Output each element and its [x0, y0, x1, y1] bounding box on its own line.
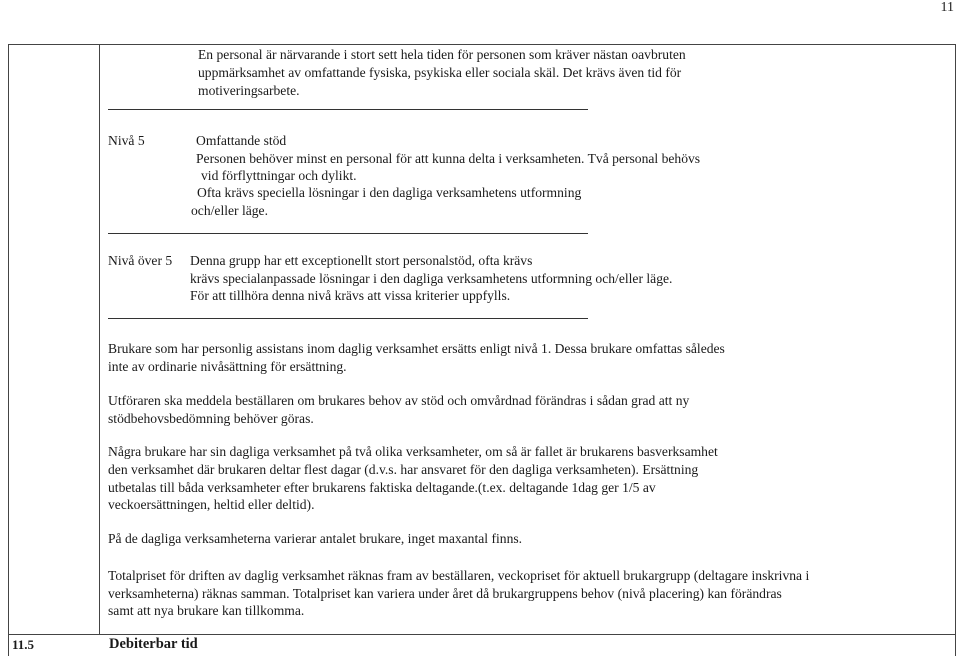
level-5-line: och/eller läge.: [191, 203, 268, 218]
paragraph-line: Några brukare har sin dagliga verksamhet på två olika verksamheter, om så är fallet är brukarens basverksamhet: [108, 444, 718, 459]
level-5-title: Omfattande stöd: [196, 133, 287, 148]
level-above-5-line: krävs specialanpassade lösningar i den dagliga verksamhetens utformning och/eller läge.: [190, 271, 673, 286]
page-number: 11: [940, 0, 954, 15]
intro-line: uppmärksamhet av omfattande fysiska, psykiska eller sociala skäl. Det krävs även tid för: [198, 65, 682, 80]
table-bottom-rule: [8, 634, 956, 635]
level-above-5-label: Nivå över 5: [108, 253, 173, 268]
column-divider: [99, 44, 100, 634]
paragraph-line: samt att nya brukare kan tillkomma.: [108, 603, 305, 618]
level-5-label: Nivå 5: [108, 133, 145, 148]
level-5-line: Ofta krävs speciella lösningar i den dagliga verksamhetens utformning: [197, 185, 582, 200]
paragraph-line: den verksamhet där brukaren deltar flest dagar (d.v.s. har ansvaret för den dagliga verksamheten). Ersättning: [108, 462, 699, 477]
paragraph-line: Utföraren ska meddela beställaren om brukares behov av stöd och omvårdnad förändras i sådan grad att ny: [108, 393, 690, 408]
level-above-5-line: Denna grupp har ett exceptionellt stort personalstöd, ofta krävs: [190, 253, 533, 268]
paragraph-line: På de dagliga verksamheterna varierar antalet brukare, inget maxantal finns.: [108, 531, 523, 546]
intro-line: motiveringsarbete.: [198, 83, 300, 98]
paragraph-line: utbetalas till båda verksamheter efter brukarens faktiska deltagande.(t.ex. deltagande 1dag ger 1/5 av: [108, 480, 656, 495]
level-above-5-line: För att tillhöra denna nivå krävs att vissa kriterier uppfylls.: [190, 288, 511, 303]
paragraph-line: inte av ordinarie nivåsättning för ersättning.: [108, 359, 347, 374]
paragraph-line: veckoersättningen, heltid eller deltid).: [108, 497, 315, 512]
section-heading: Debiterbar tid: [109, 636, 198, 652]
separator-line: [108, 233, 588, 234]
intro-line: En personal är närvarande i stort sett hela tiden för personen som kräver nästan oavbruten: [198, 47, 686, 62]
separator-line: [108, 109, 588, 110]
separator-line: [108, 318, 588, 319]
level-5-line: Personen behöver minst en personal för att kunna delta i verksamheten. Två personal behövs: [196, 151, 701, 166]
paragraph-line: Totalpriset för driften av daglig verksamhet räknas fram av beställaren, veckopriset för aktuell brukargrupp (deltagare inskrivna i: [108, 568, 810, 583]
paragraph-line: Brukare som har personlig assistans inom daglig verksamhet ersätts enligt nivå 1. Dessa brukare omfattas således: [108, 341, 725, 356]
level-5-line: vid förflyttningar och dylikt.: [201, 168, 357, 183]
paragraph-line: verksamheterna) räknas samman. Totalpriset kan variera under året då brukargruppens behov (nivå placering) kan förändras: [108, 586, 782, 601]
paragraph-line: stödbehovsbedömning behöver göras.: [108, 411, 314, 426]
section-number: 11.5: [12, 637, 35, 652]
